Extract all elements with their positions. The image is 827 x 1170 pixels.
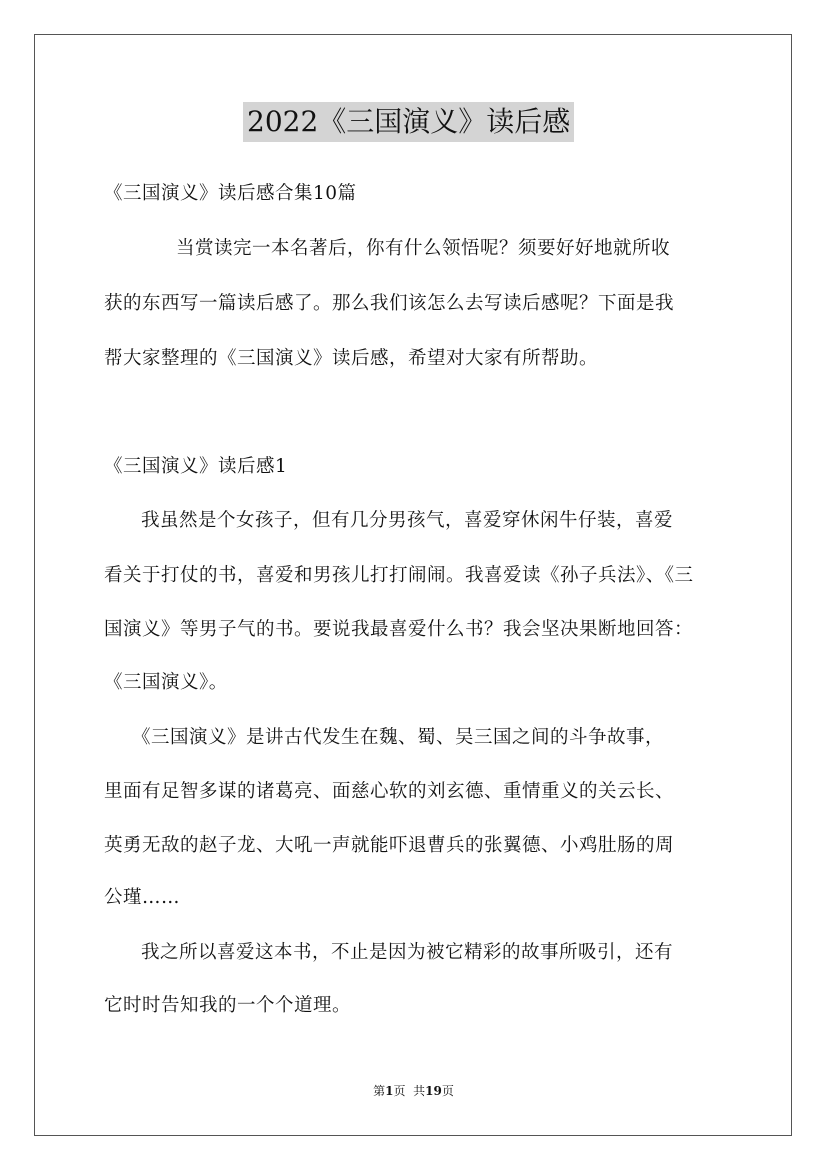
intro-line-1: 当赏读完一本名著后，你有什么领悟呢？须要好好地就所收 (176, 238, 671, 259)
body-line-2: 看关于打仗的书，喜爱和男孩儿打打闹闹。我喜爱读《孙子兵法》、《三 (104, 565, 694, 586)
body-line-4: 《三国演义》。 (104, 672, 228, 693)
footer-total-unit: 页 (441, 1084, 454, 1098)
body-line-7: 英勇无敌的赵子龙、大吼一声就能吓退曹兵的张翼德、小鸡肚肠的周 (104, 835, 675, 856)
footer-total-pages: 19 (425, 1084, 442, 1098)
intro-line-2: 获的东西写一篇读后感了。那么我们该怎么去写读后感呢？下面是我 (104, 293, 675, 314)
body-line-6: 里面有足智多谋的诸葛亮、面慈心软的刘玄德、重情重义的关云长、 (104, 781, 675, 802)
footer-page-number: 1 (385, 1084, 394, 1098)
subtitle-line: 《三国演义》读后感合集10篇 (104, 183, 357, 204)
body-line-3: 国演义》等男子气的书。要说我最喜爱什么书？我会坚决果断地回答： (104, 619, 694, 640)
page-footer (0, 1083, 827, 1099)
intro-line-3: 帮大家整理的《三国演义》读后感，希望对大家有所帮助。 (104, 348, 599, 369)
body-line-9: 我之所以喜爱这本书，不止是因为被它精彩的故事所吸引，还有 (141, 942, 674, 963)
body-line-5: 《三国演义》是讲古代发生在魏、蜀、吴三国之间的斗争故事， (132, 727, 665, 748)
body-line-1: 我虽然是个女孩子，但有几分男孩气，喜爱穿休闲牛仔装，喜爱 (141, 510, 674, 531)
section-heading: 《三国演义》读后感1 (104, 456, 288, 477)
footer-total-prefix: 共 (413, 1084, 426, 1098)
footer-page-unit: 页 (393, 1084, 406, 1098)
body-line-8: 公瑾…… (104, 887, 181, 908)
footer-prefix: 第 (373, 1084, 386, 1098)
body-line-10: 它时时告知我的一个个道理。 (104, 995, 352, 1016)
document-title: 2022《三国演义》读后感 (243, 102, 574, 142)
